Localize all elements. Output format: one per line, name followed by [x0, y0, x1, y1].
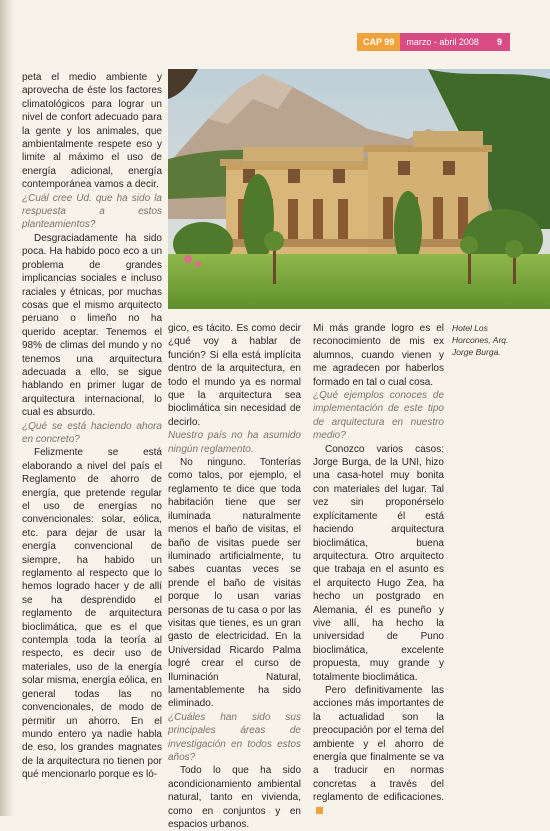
text-column-2 [168, 322, 301, 831]
interview-question: ¿Qué ejemplos conoces de implementación de este tipo de arquitectura en nuestro medio? [313, 390, 444, 442]
paragraph: Desgraciadamente ha sido poca. Ha habido poco eco a un problema de grandes implicancias sociales e incluso raciales y étnicas, por muchas cosas que el mismo arquitecto peruano o limeño no ha querido aceptar. Tenemos el 98% de climas del mundo y no tenemos una arquitectura adecuada a ello, se sigue hablando en primer lugar de arquitectura internacional, lo cual es absurdo. [22, 232, 162, 419]
closing-paragraph-text: Pero definitivamente las acciones más importantes de la actualidad son la preocupación por el tema del ambiente y el ahorro de energía que finalmente se va a traducir en normas concretas a través del reglamento de edificaciones. [313, 684, 444, 804]
paragraph [313, 684, 444, 818]
interview-question: ¿Cuáles han sido sus principales áreas de investigación en todos estos años? [168, 711, 301, 763]
paragraph: Mi más grande logro es el reconocimiento de mis ex alumnos, cuando vienen y me agradecen por haberlos formado en tal o cual cosa. [313, 323, 444, 388]
hotel-photo [168, 69, 550, 309]
page-number: 9 [496, 37, 502, 47]
page-header [357, 33, 510, 51]
page-spine-shadow [0, 0, 14, 816]
text-column-3 [313, 322, 444, 818]
paragraph: Felizmente se está elaborando a nivel del país el Reglamento de ahorro de energía, que pretende regular el uso de energías no convencionales: solar, eólica, etc. para dejar de usar la energía convencional de siempre, ha habido un reglamento al respecto que lo hemos logrado hacer y de allí se ha desprendido el reglamento de arquitectura bioclimática, que es el que contempla toda la teoría al respecto, es decir uso de materiales, uso de la energía solar misma, energía eólica, en general todas las no convencionales, de modo de permitir un ahorro. En el mundo entero ya nadie habla de eso, los grandes magnates de la arquitectura no tienen por qué mencionarlo porque es ló- [22, 447, 162, 781]
article-end-mark [316, 807, 323, 814]
interview-question: Nuestro país no ha asumido ningún reglamento. [168, 430, 301, 455]
paragraph: No ninguno. Tonterías como talos, por ejemplo, el reglamento te dice que toda habitación tiene que ser iluminada naturalmente menos el baño de visitas, el baño de visitas puede ser iluminado artificialmente, tu sabes cuantas veces se prende el baño de visitas porque lo usan varias personas de tu casa o por las visitas que tienes, es un gran gasto de electricidad. En la Universidad Ricardo Palma logré crear el curso de Iluminación Natural, lamentablemente ha sido eliminado. [168, 457, 301, 710]
photo-caption: Hotel Los Horcones, Arq. Jorge Burga. [452, 323, 509, 357]
text-column-1 [22, 71, 162, 782]
issue-date: marzo - abril 2008 [406, 37, 479, 47]
paragraph: Todo lo que ha sido acondicionamiento ambiental natural, tanto en vivienda, como en conjuntos y en espacios urbanos. [168, 765, 301, 831]
paragraph: peta el medio ambiente y aprovecha de éste los factores climatológicos para lograr un nivel de confort adecuado para la gente y los animales, que ambientalmente respete eso y limite al máximo el uso de energía adicional, energía contemporánea vamos a decir. [22, 72, 162, 191]
magazine-tag: CAP 99 [357, 33, 400, 51]
paragraph: Conozco varios casos: Jorge Burga, de la UNI, hizo una casa-hotel muy bonita con materiales del lugar. Tal vez sin proponérselo explícitamente él está haciendo arquitectura bioclimática, buena arquitectura. Otro arquitecto que trabaja en el asunto es el arquitecto Hugo Zea, ha hecho un postgrado en Alemania, él es puneño y vive allí, ha hecho la universidad de Puno bioclimática, excelente propuesta, muy grande y totalmente bioclimática. [313, 443, 444, 683]
interview-question: ¿Cuál cree Ud. que ha sido la respuesta a estos planteamientos? [22, 192, 162, 231]
interview-question: ¿Qué se está haciendo ahora en concreto? [22, 420, 162, 445]
paragraph: gico, es tácito. Es como decir ¿qué voy a hablar de función? Si ella está implícita dentro de la arquitectura, en todo el mundo ya es normal que la arquitectura sea bioclimática sin necesidad de decirlo. [168, 323, 301, 428]
